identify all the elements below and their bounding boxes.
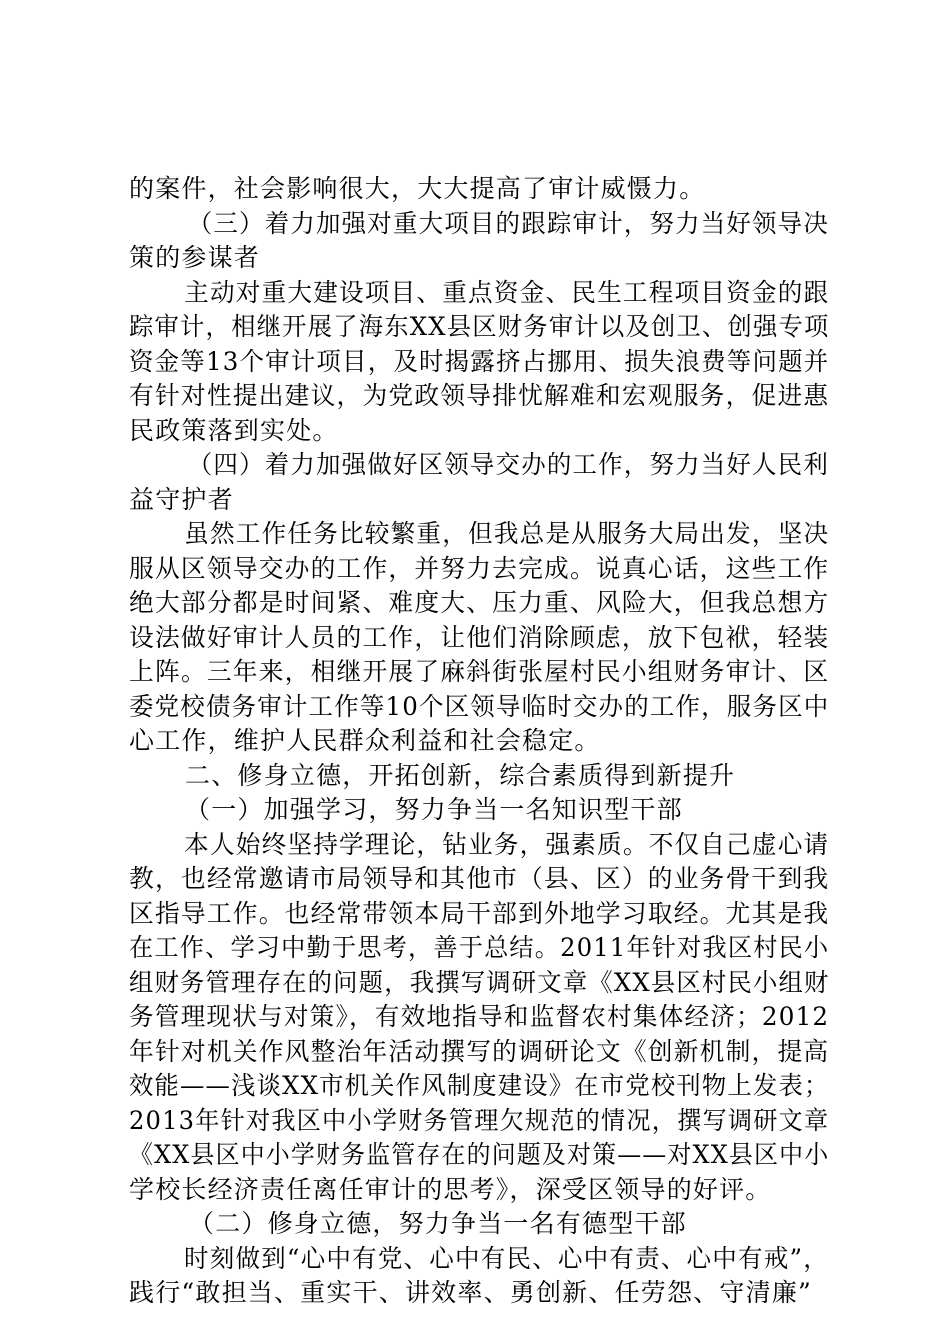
text-line: 上阵。三年来，相继开展了麻斜街张屋村民小组财务审计、区 [129, 657, 830, 686]
text-line: （四）着力加强做好区领导交办的工作，努力当好人民利 [187, 450, 830, 479]
text-line: 时刻做到“心中有党、心中有民、心中有责、心中有戒”， [183, 1243, 829, 1273]
text-line: 的案件，社会影响很大，大大提高了审计威慑力。 [129, 174, 706, 203]
text-line: 策的参谋者 [129, 243, 261, 272]
text-line: 本人始终坚持学理论，钻业务，强素质。不仅自己虚心请 [184, 829, 830, 859]
text-line: 有针对性提出建议，为党政领导排忧解难和宏观服务，促进惠 [129, 381, 830, 410]
text-line: 务管理现状与对策》，有效地指导和监督农村集体经济；2012 [129, 1002, 830, 1031]
document-body [129, 172, 829, 1311]
text-line: 在工作、学习中勤于思考，善于总结。2011年针对我区村民小 [129, 933, 830, 962]
document-page [129, 172, 829, 1311]
text-line: 虽然工作任务比较繁重，但我总是从服务大局出发，坚决 [184, 519, 830, 548]
text-line: 效能——浅谈XX市机关作风制度建设》在市党校刊物上发表； [129, 1071, 830, 1100]
text-line: 践行“敢担当、重实干、讲效率、勇创新、任劳怨、守清廉” [129, 1278, 812, 1307]
text-line: 年针对机关作风整治年活动撰写的调研论文《创新机制，提高 [129, 1036, 830, 1066]
text-line: 主动对重大建设项目、重点资金、民生工程项目资金的跟 [184, 277, 830, 307]
text-line: 委党校债务审计工作等10个区领导临时交办的工作，服务区中 [129, 691, 830, 721]
text-line: （三）着力加强对重大项目的跟踪审计，努力当好领导决 [187, 208, 830, 238]
text-line: 2013年针对我区中小学财务管理欠规范的情况，撰写调研文章 [129, 1105, 830, 1135]
text-line: （二）修身立德，努力争当一名有德型干部 [189, 1209, 687, 1238]
text-line: 教，也经常邀请市局领导和其他市（县、区）的业务骨干到我 [129, 864, 830, 893]
text-line: 益守护者 [129, 484, 234, 514]
text-line: 区指导工作。也经常带领本局干部到外地学习取经。尤其是我 [129, 898, 830, 928]
text-line: 心工作，维护人民群众利益和社会稳定。 [129, 726, 601, 755]
text-line: 组财务管理存在的问题，我撰写调研文章《XX县区村民小组财 [129, 967, 830, 997]
text-line: 资金等13个审计项目，及时揭露挤占挪用、损失浪费等问题并 [129, 346, 830, 376]
text-line: 民政策落到实处。 [129, 415, 339, 445]
text-line: 绝大部分都是时间紧、难度大、压力重、风险大，但我总想方 [129, 588, 830, 617]
text-line: 学校长经济责任离任审计的思考》，深受区领导的好评。 [129, 1174, 772, 1204]
text-line: 设法做好审计人员的工作，让他们消除顾虑，放下包袱，轻装 [129, 622, 830, 652]
text-line: （一）加强学习，努力争当一名知识型干部 [185, 795, 683, 824]
text-line: 服从区领导交办的工作，并努力去完成。说真心话，这些工作 [129, 553, 830, 583]
text-line: 二、修身立德，开拓创新，综合素质得到新提升 [185, 760, 736, 790]
text-line: 踪审计，相继开展了海东XX县区财务审计以及创卫、创强专项 [129, 312, 830, 341]
text-line: 《XX县区中小学财务监管存在的问题及对策——对XX县区中小 [129, 1140, 830, 1169]
